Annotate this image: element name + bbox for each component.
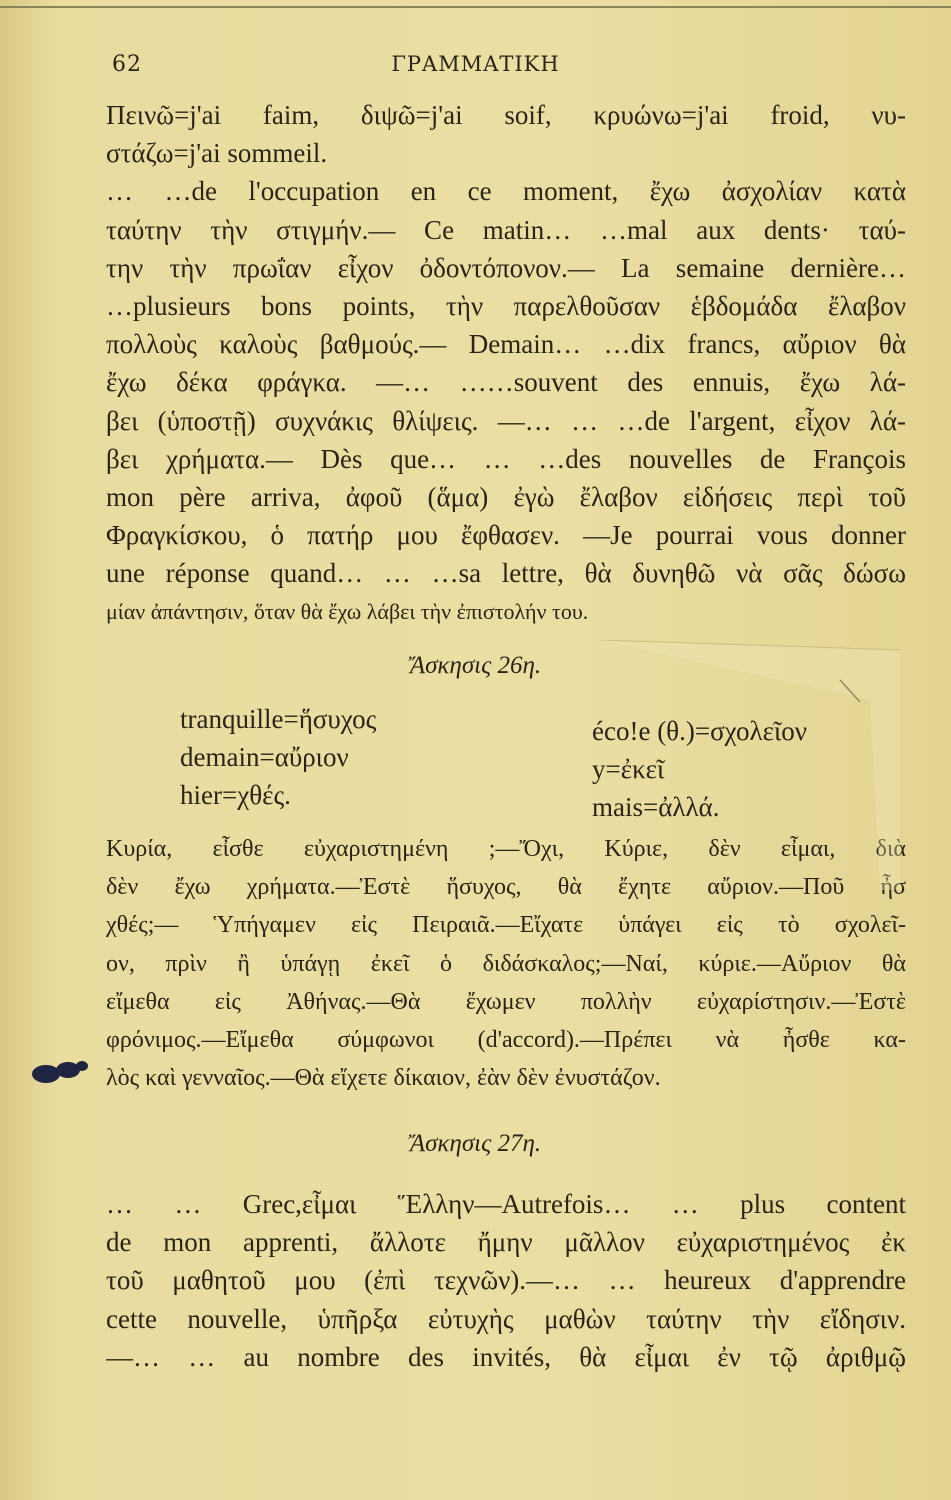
text-line: δὲν ἔχω χρήματα.—Ἐστὲ ἥσυχος, θὰ ἔχητε αὔριον.—Ποῦ ἦσ — [106, 874, 906, 901]
text-line: … …de l'occupation en ce moment, ἔχω ἀσχολίαν κατὰ — [106, 176, 906, 207]
vocab-entry: tranquille=ἥσυχος — [180, 704, 377, 734]
exercise-27-text — [106, 1185, 906, 1376]
exercise-27-heading: Ἄσκησις 27η. — [409, 1130, 542, 1157]
running-title: ΓΡΑΜΜΑΤΙΚΗ — [391, 52, 560, 76]
text-line: Πεινῶ=j'ai faim, διψῶ=j'ai soif, κρυώνω=j'ai froid, νυ- — [106, 100, 906, 130]
text-line: ταύτην τὴν στιγμήν.— Ce matin… …mal aux dents· ταύ- — [106, 214, 906, 245]
vocab-entry: mais=ἀλλά. — [592, 792, 720, 822]
section-feelings-text — [106, 96, 906, 631]
text-line: βει (ὑποστῇ) συχνάκις θλίψεις. —… … …de l'argent, εἶχον λά- — [106, 405, 906, 436]
ink-blot — [28, 1058, 92, 1086]
text-line: Κυρία, εἶσθε εὐχαριστημένη ;—Ὄχι, Κύριε, δὲν εἶμαι, διὰ — [106, 836, 906, 862]
text-line: mon père arriva, ἀφοῦ (ἅμα) ἐγὼ ἔλαβον εἰδήσεις περὶ τοῦ — [106, 482, 906, 513]
text-line: στάζω=j'ai sommeil. — [106, 138, 328, 169]
exercise-26-heading: Ἄσκησις 26η. — [409, 652, 542, 679]
vocab-entry: demain=αὔριον — [180, 742, 349, 772]
vocab-entry: hier=χθές. — [180, 780, 291, 810]
text-line: φρόνιμος.—Εἴμεθα σύμφωνοι (d'accord).—Πρέπει νὰ ἦσθε κα- — [106, 1027, 906, 1054]
vocab-list-left — [180, 700, 376, 814]
text-line: λὸς καὶ γενναῖος.—Θὰ εἴχετε δίκαιον, ἐὰν δὲν ἐνυστάζον. — [106, 1065, 661, 1092]
vocab-entry: y=ἐκεῖ — [592, 754, 665, 784]
text-line: de mon apprenti, ἄλλοτε ἤμην μᾶλλον εὐχαριστημένος ἐκ — [106, 1227, 906, 1258]
page-header — [0, 52, 951, 82]
text-line: —… … au nombre des invités, θὰ εἶμαι ἐν τῷ ἀριθμῷ — [106, 1341, 906, 1372]
vocab-entry: éco!e (θ.)=σχολεῖον — [592, 716, 807, 746]
page-number: 62 — [112, 52, 142, 77]
text-line: cette nouvelle, ὑπῆρξα εὐτυχὴς μαθὼν ταύτην τὴν εἴδησιν. — [106, 1303, 906, 1334]
text-line: μίαν ἀπάντησιν, ὅταν θὰ ἔχω λάβει τὴν ἐπιστολήν του. — [106, 598, 589, 624]
text-line: … … Grec,εἶμαι Ἕλλην—Autrefois… … plus content — [106, 1189, 906, 1219]
text-line: …plusieurs bons points, τὴν παρελθοῦσαν ἑβδομάδα ἔλαβον — [106, 291, 906, 322]
text-line: την τὴν πρωΐαν εἶχον ὀδοντόπονον.— La semaine dernière… — [106, 252, 906, 283]
text-line: πολλοὺς καλοὺς βαθμούς.— Demain… …dix francs, αὔριον θὰ — [106, 329, 906, 360]
text-line: βει χρήματα.— Dès que… … …des nouvelles de François — [106, 443, 906, 474]
top-border-rule — [0, 6, 951, 8]
text-line: ἔχω δέκα φράγκα. —… ……souvent des ennuis, ἔχω λά- — [106, 367, 906, 398]
text-line: εἴμεθα εἰς Ἀθήνας.—Θὰ ἔχωμεν πολλὴν εὐχαρίστησιν.—Ἐστὲ — [106, 988, 906, 1015]
text-line: χθές;— Ὑπήγαμεν εἰς Πειραιᾶ.—Εἴχατε ὑπάγει εἰς τὸ σχολεῖ- — [106, 912, 906, 939]
text-line: τοῦ μαθητοῦ μου (ἐπὶ τεχνῶν).—… … heureux d'apprendre — [106, 1265, 906, 1296]
text-line: Φραγκίσκου, ὁ πατήρ μου ἔφθασεν. —Je pourrai vous donner — [106, 520, 906, 551]
text-line: ον, πρὶν ἢ ὑπάγῃ ἐκεῖ ὁ διδάσκαλος;—Ναί, κύριε.—Αὔριον θὰ — [106, 950, 906, 977]
text-line: une réponse quand… … …sa lettre, θὰ δυνηθῶ νὰ σᾶς δώσω — [106, 558, 906, 589]
paper-crease — [600, 640, 900, 890]
